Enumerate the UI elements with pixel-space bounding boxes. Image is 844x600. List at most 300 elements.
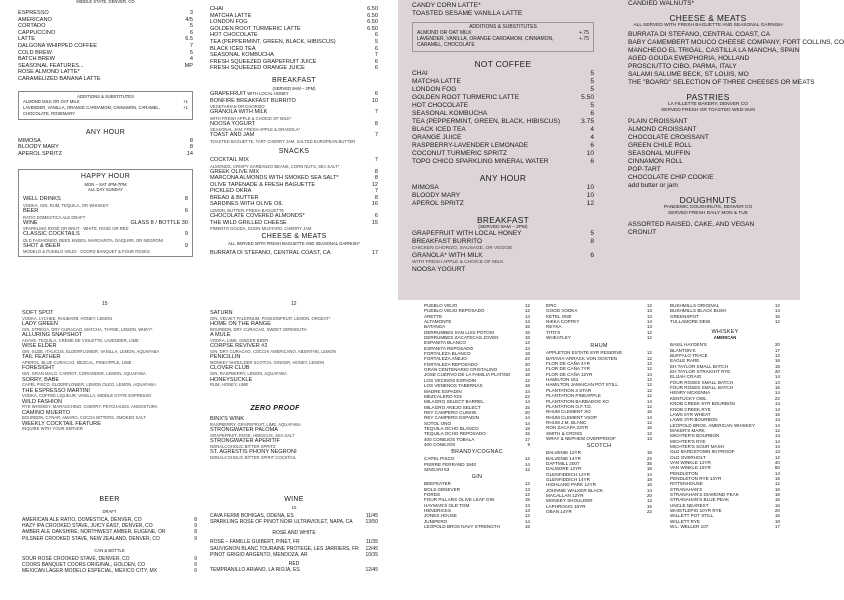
item-name: LONDON FOG bbox=[210, 19, 248, 26]
item-name: PENDLETON RYE 13YR bbox=[670, 475, 722, 481]
item-price: 22 bbox=[524, 356, 530, 362]
pastry-item: SEASONAL MUFFIN bbox=[628, 150, 691, 157]
cheese-item: THE "BOARD" SELECTION OF THREE CHEESES OR MEATS bbox=[628, 79, 815, 86]
item-description: MODELO & PUEBLO VIEJO · COORS BANQUET & FOUR ROSES bbox=[23, 249, 150, 255]
additions-list bbox=[23, 99, 188, 117]
pastries-title: PASTRIES bbox=[686, 92, 730, 102]
gin-item bbox=[424, 524, 530, 529]
item-name: LEOPOLD BROS. AMERICAN WHISKEY bbox=[670, 422, 756, 428]
happy-hour-item bbox=[23, 208, 188, 215]
item-price: 16 bbox=[646, 409, 652, 415]
item-price: 8 bbox=[374, 168, 378, 175]
item-price: 6 bbox=[590, 109, 594, 117]
item-price: 15 bbox=[524, 431, 530, 437]
cocktail-price-left: 15 bbox=[102, 301, 108, 307]
wine-title: WINE bbox=[284, 496, 304, 503]
item-name: THE WILD GRILLED CHEESE bbox=[210, 219, 287, 226]
cocktail-item: FORESIGHT bbox=[22, 365, 55, 372]
scotch-title: SCOTCH bbox=[586, 443, 612, 450]
item-price: 14 bbox=[524, 518, 530, 524]
item-description: TOASTED BAGUETTE, TART CHERRY JAM, SALTED EUROPEAN BUTTER bbox=[210, 138, 356, 144]
item-name: BATCH BREW bbox=[18, 56, 55, 63]
doughnut-item: CRONUT bbox=[628, 229, 657, 236]
item-price: 6 bbox=[194, 562, 197, 569]
item-description: BOURBON, DRY CURACAO, SWEET VERMOUTH bbox=[210, 326, 307, 332]
gin-title: GIN bbox=[471, 474, 483, 481]
item-price: 14 bbox=[774, 470, 780, 476]
item-price: 10/35 bbox=[365, 551, 378, 558]
item-price: 12 bbox=[646, 303, 652, 308]
happy-hour-time: ALL DAY SUNDAY bbox=[88, 187, 123, 193]
rose-white-title: ROSÉ AND WHITE bbox=[272, 530, 316, 537]
item-name: MATCHA LATTE bbox=[412, 77, 461, 85]
item-price: 14 bbox=[774, 401, 780, 407]
item-price: 5 bbox=[189, 23, 193, 30]
snack-item bbox=[210, 220, 378, 227]
cocktail-item: ALLURING SNAPSHOT bbox=[22, 332, 83, 339]
item-name: PLANTATION O.F.T.D. bbox=[546, 403, 593, 409]
can-beer-list bbox=[22, 556, 197, 575]
item-name: BATAVIA-ARRACK VON OOSTEN bbox=[546, 355, 617, 361]
item-price: 12 bbox=[646, 393, 652, 399]
item-name: RASPBERRY-LAVENDER LEMONADE bbox=[412, 141, 529, 149]
item-price: 17 bbox=[524, 436, 530, 442]
cocktail-item: SOFT SPOT bbox=[22, 310, 54, 316]
item-price: 13 bbox=[524, 319, 530, 325]
item-price: 10 bbox=[586, 183, 594, 191]
breakfast-hours: (SERVED 8AM – 2PM) bbox=[272, 85, 316, 91]
menu-panel-pink-drinks bbox=[398, 0, 608, 300]
item-name: REY CAMPERO ESPADIN bbox=[424, 415, 479, 421]
item-price: 17 bbox=[774, 347, 780, 353]
american-whiskey-list bbox=[670, 342, 780, 529]
can-beer-item bbox=[22, 568, 197, 574]
draft-beer-list bbox=[22, 517, 197, 542]
item-price: 6 bbox=[184, 207, 188, 214]
cocktail-item: SATURN bbox=[210, 310, 233, 316]
item-price: GLASS 8 / BOTTLE 30 bbox=[130, 219, 188, 226]
item-price: 5 bbox=[189, 49, 193, 56]
item-price: 14 bbox=[774, 443, 780, 449]
item-name: BALVENIE 12YR bbox=[546, 450, 581, 456]
item-price: 18 bbox=[524, 383, 530, 389]
item-price: 12 bbox=[646, 355, 652, 361]
item-price: 12 bbox=[646, 366, 652, 372]
breakfast-item bbox=[210, 121, 378, 128]
vodka-item bbox=[546, 335, 652, 340]
item-price: 12 bbox=[646, 329, 652, 335]
not-coffee-item bbox=[412, 110, 594, 118]
item-name: HENDRICKS bbox=[424, 508, 452, 514]
item-price: 8 bbox=[194, 517, 197, 523]
not-coffee-item bbox=[412, 150, 594, 158]
tea-item bbox=[210, 6, 378, 13]
item-price: 12 bbox=[524, 303, 530, 308]
item-name: FOUR PILLARS OLIVE LEAF GIN bbox=[424, 497, 495, 503]
item-name: FORTALEZA REPOSADO bbox=[424, 361, 478, 367]
any-hour-item-pink bbox=[412, 192, 594, 200]
item-description: RYE WHISKEY, MARASCHINO, CHERRY, PEYCHAUDS, ANGOSTURA bbox=[22, 404, 158, 410]
item-name: MADRE ESPADIN bbox=[424, 388, 462, 394]
item-name: HAMILTON 151 bbox=[546, 377, 579, 383]
coffee-item bbox=[18, 23, 193, 30]
item-name: DAFTMILL 2007 bbox=[546, 460, 580, 466]
item-price: 12 bbox=[524, 466, 530, 472]
item-name: HAZY IPA CROOKED STAVE, JUICY EAST, DENVER, CO bbox=[22, 523, 153, 530]
item-price: 14 bbox=[774, 438, 780, 444]
item-name: PENDLETON bbox=[670, 470, 698, 476]
item-price: 12 bbox=[646, 387, 652, 393]
item-price: 16 bbox=[371, 201, 378, 208]
item-name: MICHTER'S SOUR MASH bbox=[670, 443, 724, 449]
item-name: COLD BREW bbox=[18, 49, 52, 56]
coffee-list bbox=[18, 10, 193, 83]
item-price: 14 bbox=[774, 422, 780, 428]
item-name: APEROL SPRITZ bbox=[18, 150, 62, 157]
item-name: DERRUMBES ZACATECAS JOVEN bbox=[424, 335, 499, 341]
breakfast-item bbox=[210, 109, 378, 116]
item-price: 8 bbox=[374, 120, 378, 127]
doughnuts-list bbox=[628, 221, 788, 237]
item-price: 9 bbox=[194, 523, 197, 530]
item-price: 6 bbox=[590, 141, 594, 149]
item-price: 6 bbox=[590, 251, 594, 259]
tea-item bbox=[210, 26, 378, 33]
item-description: PIMENTO GOUDA, DIJON MUSTARD, CHERRY JAM bbox=[210, 226, 312, 232]
item-price: 13 bbox=[774, 449, 780, 455]
item-price: 15 bbox=[524, 324, 530, 330]
item-name: GRAPEFRUIT WITH LOCAL HONEY bbox=[210, 90, 289, 97]
item-price: 18 bbox=[646, 476, 652, 482]
additions-title: ADDITIONS & SUBSTITUTES bbox=[77, 93, 134, 99]
snack-item bbox=[210, 175, 378, 182]
item-price: 12 bbox=[646, 361, 652, 367]
additions-title-pink: ADDITIONS & SUBSTITUTES bbox=[469, 24, 537, 30]
item-description: GIN, SUZE, ITALICUS, ELDERFLOWER, VANILLA, LEMON, AQUAFABA bbox=[22, 348, 160, 354]
item-price: 12 bbox=[774, 481, 780, 487]
menu-panel-cocktails bbox=[0, 300, 398, 485]
item-price: 9 bbox=[184, 242, 188, 249]
item-price: 6 bbox=[374, 65, 378, 72]
item-price: 12 bbox=[586, 199, 594, 207]
item-name: ELIJAH CRAIG bbox=[670, 374, 702, 380]
item-price: 8 bbox=[189, 137, 193, 144]
cheese-title-pink: CHEESE & MEATS bbox=[669, 13, 747, 23]
item-name: CHOCOLATE COVERED ALMONDS* bbox=[210, 213, 305, 220]
item-name: BLOODY MARY bbox=[18, 144, 59, 151]
item-name: HAYMAN'S OLD TOM bbox=[424, 502, 470, 508]
cocktail-item: CLOVER CLUB bbox=[210, 365, 250, 372]
item-description: VODKA, GIN, RUM, TEQUILA, OR WHISKEY bbox=[23, 202, 109, 208]
item-name: GOLDEN ROOT TURMERIC LATTE bbox=[412, 93, 519, 101]
tea-item bbox=[210, 59, 378, 66]
item-name: KNOB CREEK 9YR BOURBON bbox=[670, 401, 735, 407]
addition-item bbox=[23, 105, 188, 117]
item-name: SOTOL ONO bbox=[424, 420, 452, 426]
item-price: 13 bbox=[646, 498, 652, 504]
item-name: JONES HOUSE bbox=[424, 513, 457, 519]
item-description: NONALCOHOLIC BITTER SPIRIT COCKTAIL bbox=[210, 454, 296, 460]
item-name: GLENFIDDICH 12YR bbox=[546, 471, 590, 477]
item-price: 14 bbox=[524, 388, 530, 394]
happy-hour-item bbox=[23, 220, 188, 227]
item-price: 12 bbox=[774, 319, 780, 325]
cocktail-item: WISE ELDER bbox=[22, 343, 57, 350]
can-bottle-title: CAN & BOTTLE bbox=[94, 547, 125, 553]
item-name: JOHNNIE WALKER BLACK bbox=[546, 487, 604, 493]
zero-proof-item: STRONGWATER APERITIF bbox=[210, 438, 280, 445]
item-name: W.L. WELLER 107 bbox=[670, 524, 709, 530]
item-price: 12 bbox=[774, 353, 780, 359]
item-name: PICKLED OKRA bbox=[210, 188, 252, 195]
item-name: FLOR DE CAÑA 7YR bbox=[546, 366, 590, 372]
item-name: AMERICAN ALE RATIO, DOMESTICA, DENVER, CO bbox=[22, 517, 142, 523]
item-name: MIMOSA bbox=[18, 137, 41, 144]
breakfast-item bbox=[210, 132, 378, 139]
item-price: 10 bbox=[371, 97, 378, 104]
item-price: 5 bbox=[590, 69, 594, 77]
cocktails-left-list bbox=[22, 310, 197, 432]
latte-special: TOASTED SESAME VANILLA LATTE bbox=[412, 10, 523, 17]
item-price: 22 bbox=[646, 455, 652, 461]
brandy-title: BRANDY/COGNAC bbox=[451, 449, 503, 456]
item-name: PILSNER CROOKED STAVE, NEW ZEALAND, DENVER, CO bbox=[22, 535, 160, 542]
item-name: TEA (PEPPERMINT, GREEN, BLACK, HIBISCUS) bbox=[210, 38, 336, 45]
item-name: SINGANI 63 bbox=[424, 466, 450, 472]
item-name: VAN WINKLE 12YR bbox=[670, 459, 711, 465]
snack-item bbox=[210, 157, 378, 164]
item-price: 12 bbox=[646, 403, 652, 409]
item-name: BLACK ICED TEA bbox=[412, 125, 466, 133]
item-name: BASIL HAYDEN'S bbox=[670, 342, 707, 348]
breakfast-item-pink bbox=[412, 266, 594, 274]
item-name: ALMOND OR OAT MILK bbox=[417, 30, 472, 36]
draft-beer-item bbox=[22, 536, 197, 542]
doughnut-item: ASSORTED RAISED, CAKE, AND VEGAN bbox=[628, 221, 755, 228]
item-name: FOUR ROSES SMALL BATCH bbox=[670, 379, 734, 385]
item-name: COCKTAIL MIX bbox=[210, 156, 249, 163]
happy-hour-item bbox=[23, 196, 188, 203]
item-name: MILAGRO SELECT BARREL bbox=[424, 399, 484, 405]
happy-hour-item bbox=[23, 231, 188, 238]
item-name: UNCLE NEAREST bbox=[670, 502, 709, 508]
item-name: CHAI bbox=[412, 69, 428, 77]
cocktail-item: TAIL FEATHER bbox=[22, 354, 61, 361]
pastry-item: add butter or jam bbox=[628, 182, 678, 189]
breakfast-item bbox=[210, 91, 378, 98]
item-price: 14 bbox=[186, 150, 193, 157]
item-price: 14 bbox=[524, 399, 530, 405]
item-price: 16 bbox=[646, 503, 652, 509]
item-price: 17 bbox=[774, 524, 780, 530]
sparkling-wine-list bbox=[210, 513, 378, 525]
item-price: 12 bbox=[524, 513, 530, 519]
item-price: 6 bbox=[374, 45, 378, 52]
item-name: FLOR DE CAÑA 12YR bbox=[546, 371, 593, 377]
item-price: 15 bbox=[524, 524, 530, 530]
latte-specials bbox=[412, 2, 594, 18]
rose-white-list bbox=[210, 539, 378, 558]
item-description: VODKA, LYCHEE, RHUBARB, HONEY, LEMON bbox=[22, 315, 113, 321]
coffee-item bbox=[18, 17, 193, 24]
item-price: 40 bbox=[774, 459, 780, 465]
wine-item bbox=[210, 519, 378, 525]
item-price: 3.75 bbox=[581, 117, 594, 125]
tea-item bbox=[210, 13, 378, 20]
item-name: OLD OVERHOLT bbox=[670, 454, 706, 460]
item-name: ORANGE JUICE bbox=[412, 133, 462, 141]
pastry-item: PLAIN CROISSANT bbox=[628, 118, 688, 125]
item-name: FORDS bbox=[424, 492, 441, 497]
item-name: GOLDEN ROOT TURMERIC LATTE bbox=[210, 25, 301, 32]
item-price: 15 bbox=[371, 219, 378, 226]
item-name: MICHTER'S RYE bbox=[670, 438, 706, 444]
item-description: RASPBERRY, GRAPEFRUIT, LIME, AQUAFABA bbox=[210, 421, 301, 427]
item-name: CAVA FERMI BOHIGAS, ODENA, ES bbox=[210, 513, 294, 519]
any-hour-title-pink: ANY HOUR bbox=[479, 172, 527, 183]
breakfast-title-pink: BREAKFAST bbox=[476, 214, 530, 225]
cheese-item: BURRATA DI STEFANO, CENTRAL COAST, CA bbox=[628, 31, 771, 38]
item-description: AGAVE, TEQUILA, CRÈME DE VIOLETTE, LAVENDER, LIME bbox=[22, 337, 139, 343]
item-price: +1 bbox=[183, 104, 188, 110]
item-name: SAUVIGNON BLANC TOURAINE PROTEGE, LES JARRIERS, FR bbox=[210, 545, 359, 552]
breakfast-title: BREAKFAST bbox=[272, 76, 316, 84]
doughnuts-subtitle bbox=[628, 205, 788, 217]
item-name: MILAGRO ANEJO SELECT bbox=[424, 404, 481, 410]
item-price: 6.50 bbox=[367, 6, 378, 12]
item-description: ALMONDS, CRISPY GARBANZO BEANS, CORN NUTS, SEA SALT* bbox=[210, 163, 340, 169]
item-description: MONKEY SHOULDER SCOTCH, GINGER, HONEY, LEMON bbox=[210, 359, 325, 365]
snacks-list bbox=[210, 157, 378, 231]
pastry-item: CHOCOLATE CHIP COOKIE bbox=[628, 174, 714, 181]
cheese-subtitle-pink: ALL SERVED WITH FRESH BAGUETTE AND SEASONAL GARNISH bbox=[633, 23, 783, 28]
breakfast-item bbox=[210, 98, 378, 105]
item-name: RHUM CLEMENT XO bbox=[546, 409, 591, 415]
whiskey-title: WHISKEY bbox=[711, 329, 739, 336]
item-name: NOOSA YOGURT bbox=[412, 265, 466, 273]
rhum-item bbox=[546, 436, 652, 441]
item-price: 16 bbox=[774, 411, 780, 417]
item-price: 15 bbox=[524, 497, 530, 503]
item-name: MEZCALERO #23 bbox=[424, 393, 462, 399]
item-name: MACALLAN 12YR bbox=[546, 493, 584, 498]
gin-list bbox=[424, 481, 530, 529]
vodka-list bbox=[546, 303, 652, 340]
item-description: GIN, STREGA, DRY CURACAO, MATCHA, THYME, LEMON, WHEY* bbox=[22, 326, 153, 332]
item-name: CARAMELIZED BANANA LATTE bbox=[18, 75, 101, 82]
menu-panel-pink-food bbox=[608, 0, 844, 300]
snacks-title: SNACKS bbox=[278, 147, 310, 155]
item-price: 16 bbox=[774, 497, 780, 503]
item-name: BUFFALO TRACE bbox=[670, 353, 708, 359]
item-price: 9 bbox=[194, 535, 197, 542]
item-name: RHUM J.M. BLANC bbox=[546, 419, 587, 425]
not-coffee-item bbox=[412, 142, 594, 150]
item-price: 14 bbox=[524, 508, 530, 514]
item-price: 8 bbox=[590, 237, 594, 245]
item-price: 5 bbox=[590, 77, 594, 85]
item-name: MATCHA LATTE bbox=[210, 12, 252, 19]
snack-item bbox=[210, 182, 378, 189]
happy-hour-time: MON – SAT 4PM-7PM bbox=[84, 182, 127, 188]
item-name: GREENSPOT bbox=[670, 313, 699, 319]
item-price: 12 bbox=[524, 377, 530, 383]
item-price: 20 bbox=[774, 369, 780, 375]
cocktail-item: A MULE bbox=[210, 332, 231, 339]
item-price: 6.50 bbox=[367, 12, 378, 19]
item-price: 7 bbox=[374, 156, 378, 163]
doughnuts-title: DOUGHNUTS bbox=[679, 195, 737, 205]
item-price: 16 bbox=[646, 482, 652, 488]
item-description: GIN, VELVET FALERNUM, PASSIONFRUIT, LEMON, ORGEAT* bbox=[210, 315, 331, 321]
item-name: GOOD VODKA bbox=[546, 308, 578, 314]
item-name: TITO'S bbox=[546, 329, 561, 335]
item-name: MAKER'S MARK bbox=[670, 427, 705, 433]
item-name: PIERRE FERRAND 1840 bbox=[424, 461, 477, 467]
cheese-item: BABY CAMEMBERT MOUCO CHEESE COMPANY, FORT COLLINS, CO bbox=[628, 39, 844, 46]
item-description: VODKA, COFFEE LIQUEUR, VANILLA, MIDDLE STATE ESPRESSO bbox=[22, 393, 152, 399]
item-description: BOURBON, CYNAR, AMARO, COCOA BITTERS, SMOKED SALT bbox=[22, 415, 146, 421]
item-price: 9 bbox=[184, 231, 188, 238]
item-price: 18 bbox=[646, 466, 652, 472]
item-price: 16 bbox=[774, 385, 780, 391]
cocktail-item: HOME ON THE RANGE bbox=[210, 321, 271, 328]
any-hour-item bbox=[18, 138, 193, 145]
item-price: 8 bbox=[184, 196, 188, 203]
item-name: BALVENIE 14YR bbox=[546, 455, 581, 461]
item-name: AMBER ALE OAKSHIRE, NORTHWEST AMBER, EUGENE, OR bbox=[22, 529, 166, 536]
item-price: 6 bbox=[194, 568, 197, 575]
item-name: EH TAYLOR STRAIGHT RYE bbox=[670, 369, 731, 375]
item-name: PLANTATION 3 STAR bbox=[546, 387, 592, 393]
item-name: EAGLE RARE bbox=[670, 358, 700, 364]
item-price: 13 bbox=[524, 486, 530, 492]
pastry-item: GREEN CHILE ROLL bbox=[628, 142, 692, 149]
item-name: FRESH SQUEEZED ORANGE JUICE bbox=[210, 65, 305, 72]
item-name: FORTALEZA AÑEJO bbox=[424, 356, 467, 362]
item-price: 9 bbox=[194, 555, 197, 562]
item-name: MICHTER'S BOURBON bbox=[670, 433, 720, 439]
item-name: CAPEL PISCO bbox=[424, 456, 455, 462]
not-coffee-item bbox=[412, 94, 594, 102]
item-price: 15 bbox=[774, 313, 780, 319]
item-name: OLD BARDSTOWN 90 PROOF bbox=[670, 449, 735, 455]
item-price: 14 bbox=[774, 390, 780, 396]
item-description: VEGETARIAN OR CHORIZO bbox=[210, 104, 265, 110]
item-price: 12 bbox=[646, 419, 652, 425]
item-name: ALMOND MILK OR OAT MILK bbox=[23, 98, 80, 104]
item-price: 13 bbox=[524, 502, 530, 508]
item-name: WINE bbox=[23, 219, 38, 226]
not-coffee-list bbox=[412, 70, 594, 166]
item-price: 12 bbox=[524, 481, 530, 487]
item-price: 4 bbox=[590, 133, 594, 141]
item-name: GLENFIDDICH 14YR bbox=[546, 476, 590, 482]
item-price: 12 bbox=[646, 335, 652, 341]
item-name: REYKA bbox=[546, 324, 562, 330]
breakfast-item-pink bbox=[412, 252, 594, 260]
item-name: ALTAMONTE bbox=[424, 319, 452, 325]
item-price: 5.50 bbox=[581, 93, 594, 101]
item-name: MIMOSA bbox=[412, 183, 439, 191]
item-price: 7 bbox=[374, 188, 378, 195]
item-price: 12 bbox=[646, 377, 652, 383]
item-price: 18 bbox=[524, 351, 530, 357]
item-name: AMERICANO bbox=[18, 16, 52, 23]
item-name: BONFIRE BREAKFAST BURRITO bbox=[210, 97, 296, 104]
item-price: 13 bbox=[646, 313, 652, 319]
cocktail-item: WILD FASHION bbox=[22, 398, 63, 405]
